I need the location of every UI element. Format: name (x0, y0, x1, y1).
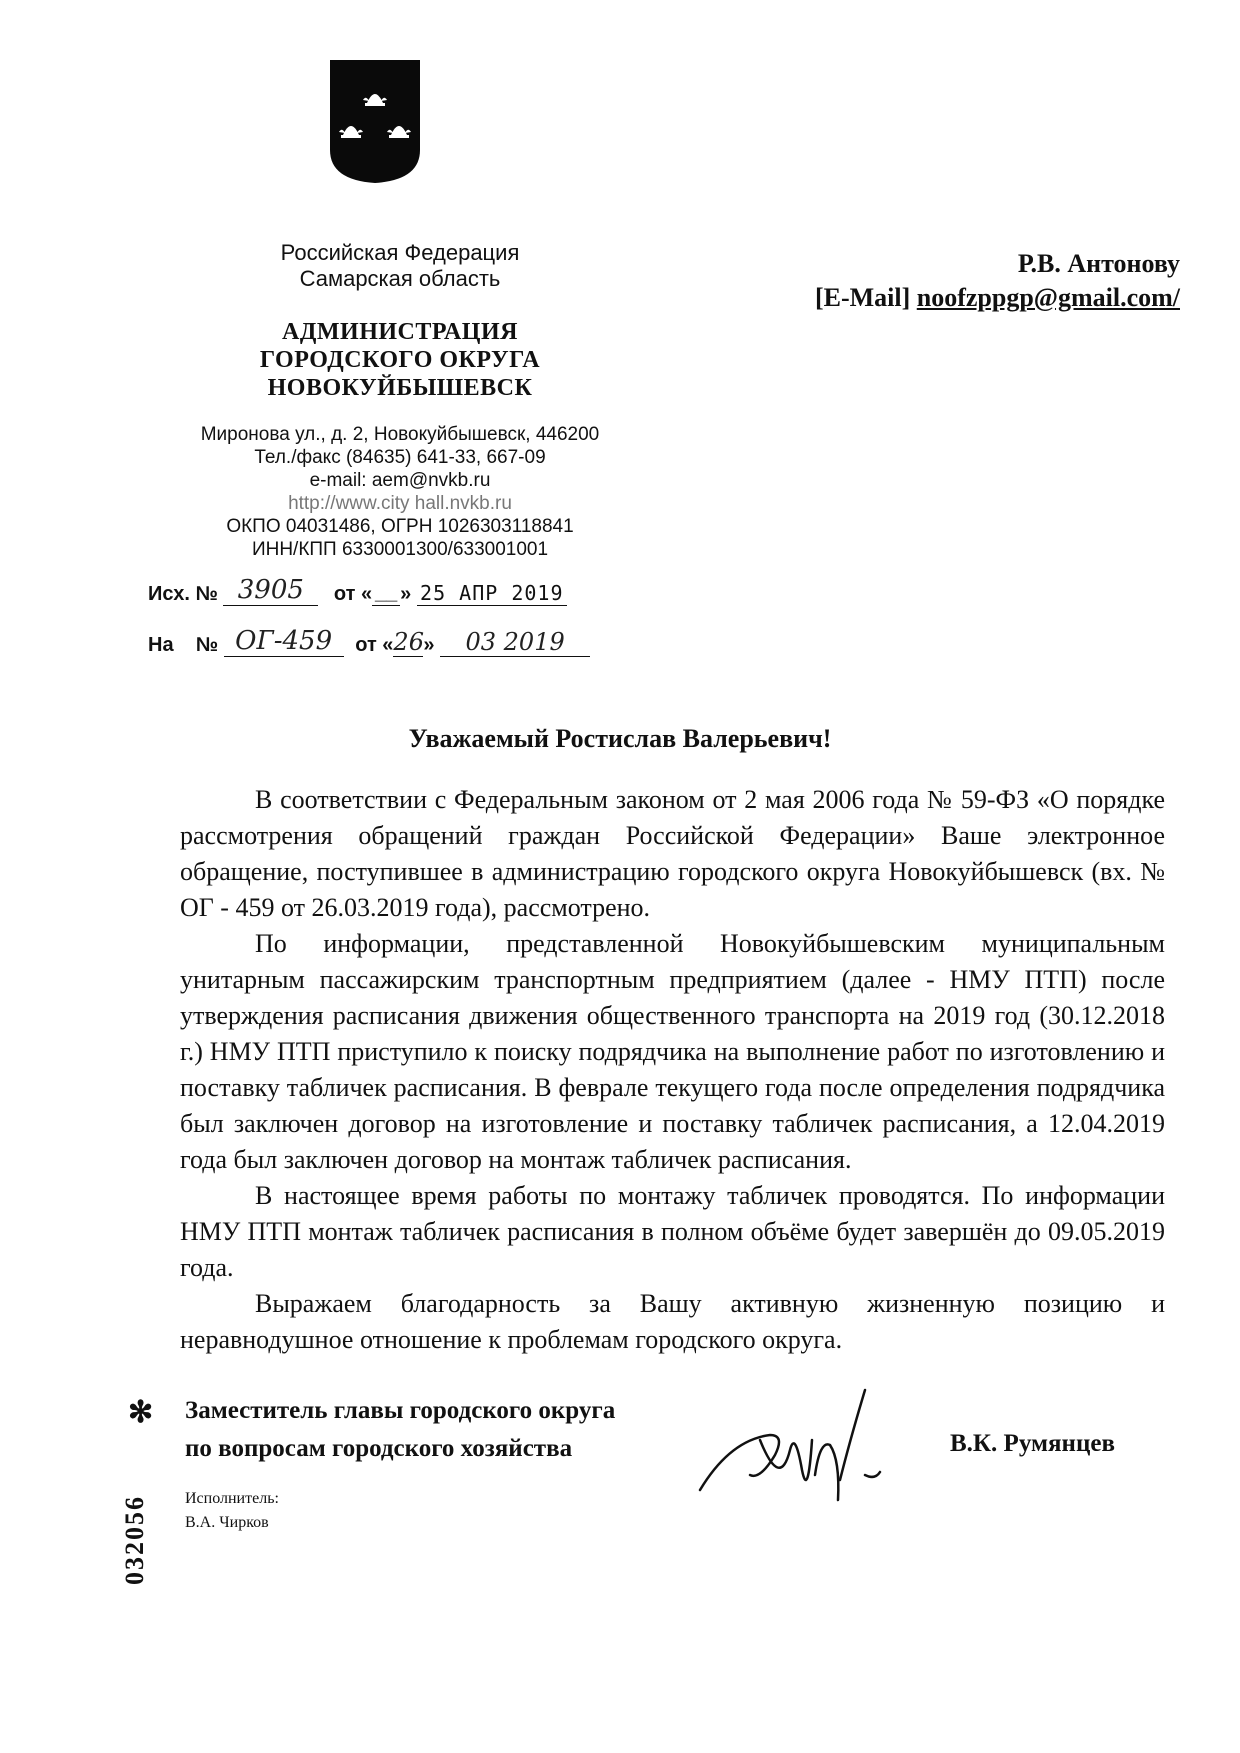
signatory-title-line: по вопросам городского хозяйства (185, 1435, 573, 1462)
outgoing-reference (148, 575, 567, 606)
website-line: http://www.city hall.nvkb.ru (288, 493, 512, 514)
region-line: Самарская область (299, 266, 501, 291)
body-paragraph: В соответствии с Федеральным законом от 2 мая 2006 года № 59-ФЗ «О порядке рассмотрения обращений граждан Российской Федерации» Ваше электронное обращение, поступившее в администрацию городского округа Новокуйбышевск (вх. № ОГ - 459 от 26.03.2019 года), рассмотрено. (180, 785, 1165, 922)
out-date-label: от « (333, 583, 373, 605)
body-paragraph: Выражаем благодарность за Вашу активную жизненную позицию и неравнодушное отношение к проблемам городского округа. (180, 1289, 1165, 1354)
phone-fax: Тел./факс (84635) 641-33, 667-09 (254, 447, 546, 468)
addressee-block (815, 247, 1180, 315)
street-address: Миронова ул., д. 2, Новокуйбышевск, 446200 (200, 424, 600, 445)
letter-body (180, 782, 1165, 1358)
out-date-stamp: 25 АПР 2019 (417, 581, 567, 606)
incoming-reference (148, 626, 590, 657)
organization-line: ГОРОДСКОГО ОКРУГА (259, 347, 541, 373)
address-block (130, 423, 670, 561)
in-number-label: На № (148, 634, 219, 656)
email-line: e-mail: aem@nvkb.ru (309, 470, 491, 491)
out-date-close: » (400, 583, 412, 605)
coat-of-arms-icon (325, 55, 425, 185)
organization-name (130, 318, 670, 402)
organization-line: АДМИНИСТРАЦИЯ (282, 319, 518, 345)
addressee-email: noofzppgp@gmail.com/ (916, 283, 1180, 312)
in-date-label: от « (355, 634, 394, 656)
asterisk-mark: ✻ (128, 1396, 154, 1429)
executor-block (185, 1487, 279, 1535)
out-number-label: Исх. № (148, 583, 218, 605)
country-line: Российская Федерация (280, 240, 520, 265)
out-date-day: __ (372, 582, 400, 606)
in-date-close: » (423, 634, 435, 656)
body-paragraph: В настоящее время работы по монтажу табличек проводятся. По информации НМУ ПТП монтаж табличек расписания в полном объёме будет завершён до 09.05.2019 года. (180, 1181, 1165, 1282)
handwritten-signature (690, 1380, 920, 1530)
signatory-title-line: Заместитель главы городского округа (185, 1397, 616, 1424)
in-date: 03 2019 (440, 628, 590, 657)
out-number: 3905 (223, 575, 318, 606)
addressee-name: Р.В. Антонову (1017, 249, 1180, 278)
in-number: ОГ-459 (224, 626, 344, 657)
executor-label: Исполнитель: (185, 1490, 279, 1507)
organization-line: НОВОКУЙБЫШЕВСК (267, 375, 533, 401)
salutation: Уважаемый Ростислав Валерьевич! (408, 724, 832, 753)
okpo-ogrn: ОКПО 04031486, ОГРН 1026303118841 (226, 516, 574, 537)
inn-kpp: ИНН/КПП 6330001300/633001001 (251, 539, 549, 560)
email-prefix: [E-Mail] (814, 283, 911, 312)
signatory-name: В.К. Румянцев (950, 1430, 1115, 1457)
addressee-email-line (815, 281, 1180, 315)
in-date-day: 26 (393, 628, 424, 656)
executor-name: В.А. Чирков (185, 1514, 269, 1531)
body-paragraph: По информации, представленной Новокуйбышевским муниципальным унитарным пассажирским транспортным предприятием (далее - НМУ ПТП) после утверждения расписания движения общественного транспорта на 2019 год (30.12.2018 г.) НМУ ПТП приступило к поиску подрядчика на выполнение работ по изготовлению и поставку табличек расписания. В феврале текущего года после определения подрядчика был заключен договор на изготовление и поставку табличек расписания, а 12.04.2019 года был заключен договор на монтаж табличек расписания. (180, 929, 1165, 1174)
serial-number: 032056 (120, 1495, 149, 1585)
signatory-title (185, 1392, 615, 1468)
country-block (130, 240, 670, 292)
